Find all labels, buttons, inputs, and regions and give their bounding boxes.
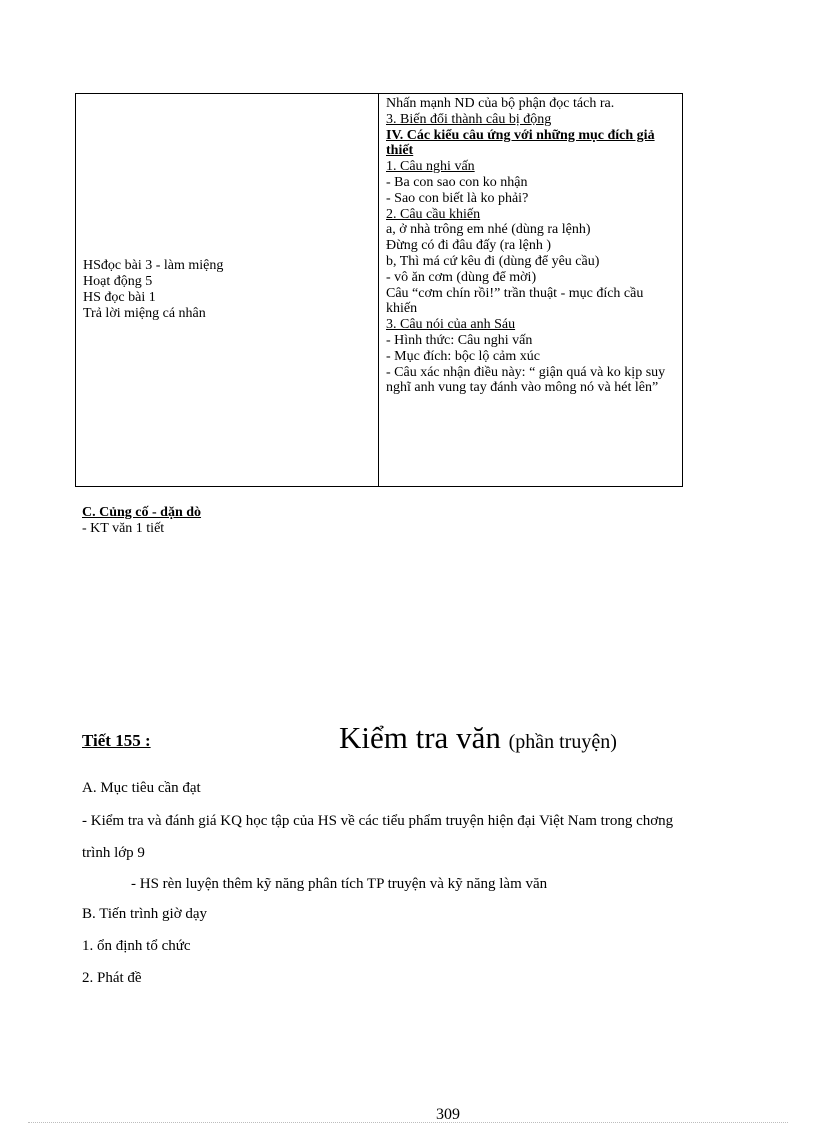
objectives-heading: A. Mục tiêu cần đạt: [82, 780, 201, 796]
objective-line: trình lớp 9: [82, 845, 145, 861]
content-line: - Câu xác nhận điều này: “ giận quá và ko kịp suy nghĩ anh vung tay đánh vào mông nó và hét lên”: [386, 364, 666, 396]
activity-line: Trả lời miệng cá nhân: [83, 306, 206, 321]
question-type-1-heading: 1. Câu nghi vấn: [386, 159, 475, 175]
lesson-subtitle: (phần truyện): [508, 731, 617, 753]
content-column: [379, 94, 682, 486]
process-heading: B. Tiến trình giờ dạy: [82, 906, 208, 922]
lesson-title: Kiểm tra văn: [339, 720, 501, 755]
process-step: 1. ổn định tổ chức: [82, 938, 191, 954]
content-intro: Nhấn mạnh ND của bộ phận đọc tách ra.: [386, 96, 615, 111]
page-number: 309: [436, 1106, 460, 1123]
content-line: Câu “cơm chín rồi!” trần thuật - mục đích cầu khiến: [386, 285, 644, 317]
page-title: [339, 720, 617, 756]
content-line: - Mục đích: bộc lộ cảm xúc: [386, 348, 540, 364]
objective-line: - HS rèn luyện thêm kỹ năng phân tích TP truyện và kỹ năng làm văn: [131, 876, 548, 892]
section-iv-heading: IV. Các kiểu câu ứng với những mục đích giả thiết: [386, 127, 655, 159]
question-type-2-heading: 2. Câu cầu khiến: [386, 206, 481, 222]
process-step: 2. Phát đề: [82, 970, 142, 986]
question-type-3-heading: 3. Câu nói của anh Sáu: [386, 317, 516, 333]
activity-line: HS đọc bài 1: [83, 290, 156, 305]
lesson-table: [75, 93, 683, 487]
objective-line: - Kiểm tra và đánh giá KQ học tập của HS về các tiểu phẩm truyện hiện đại Việt Nam trong chơng: [82, 813, 674, 829]
content-line: a, ở nhà trông em nhé (dùng ra lệnh): [386, 222, 591, 238]
content-line: - vô ăn cơm (dùng để mời): [386, 269, 537, 285]
content-line: - Hình thức: Câu nghi vấn: [386, 332, 533, 348]
item-3-heading: 3. Biến đổi thành câu bị động: [386, 111, 552, 127]
content-line: - Sao con biết là ko phải?: [386, 190, 529, 206]
activity-line: Hoạt động 5: [83, 274, 153, 289]
content-line: Đừng có đi đâu đấy (ra lệnh ): [386, 238, 552, 254]
lesson-number: Tiết 155 :: [82, 731, 151, 750]
consolidation-item: - KT văn 1 tiết: [82, 521, 165, 536]
activities-column: [76, 94, 379, 486]
consolidation-heading: C. Củng cố - dặn dò: [82, 505, 202, 520]
content-line: b, Thì má cứ kêu đi (dùng để yêu cầu): [386, 253, 600, 269]
content-line: - Ba con sao con ko nhận: [386, 174, 528, 190]
activity-line: HSđọc bài 3 - làm miệng: [83, 258, 224, 273]
